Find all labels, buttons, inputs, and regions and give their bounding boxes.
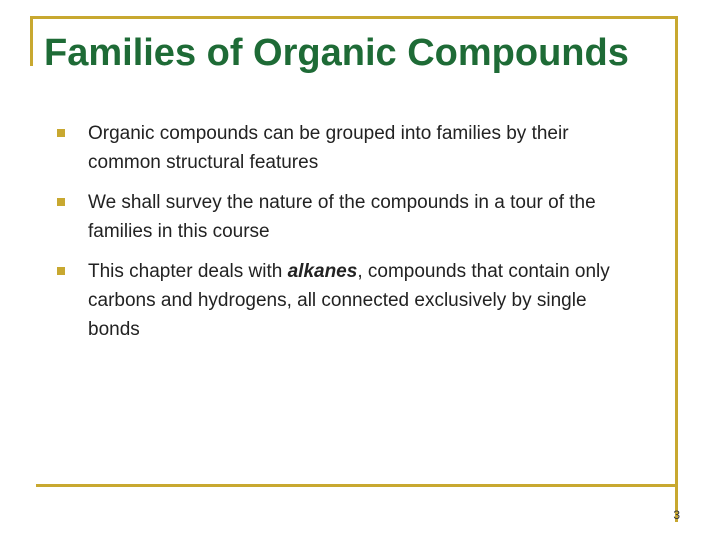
bullet-item (56, 188, 636, 246)
frame-bottom-rule (36, 484, 678, 487)
square-bullet-icon (57, 129, 65, 137)
slide-title: Families of Organic Compounds (44, 32, 629, 74)
bullet-item (56, 257, 636, 344)
frame-top-rule (30, 16, 678, 19)
frame-left-rule (30, 16, 33, 66)
bullet-text-continued: , compounds that contain only carbons and hydrogens, all connected exclusively by single bonds (88, 261, 610, 340)
bullet-list (56, 119, 636, 355)
bullet-text: Organic compounds can be grouped into families by their common structural features (88, 123, 569, 173)
square-bullet-icon (57, 267, 65, 275)
emphasized-term: alkanes (287, 261, 358, 282)
bullet-text: We shall survey the nature of the compounds in a tour of the families in this course (88, 192, 596, 242)
frame-right-rule (675, 16, 678, 522)
page-number: 3 (673, 508, 680, 522)
square-bullet-icon (57, 198, 65, 206)
bullet-text: This chapter deals with (88, 261, 288, 282)
bullet-item (56, 119, 636, 177)
